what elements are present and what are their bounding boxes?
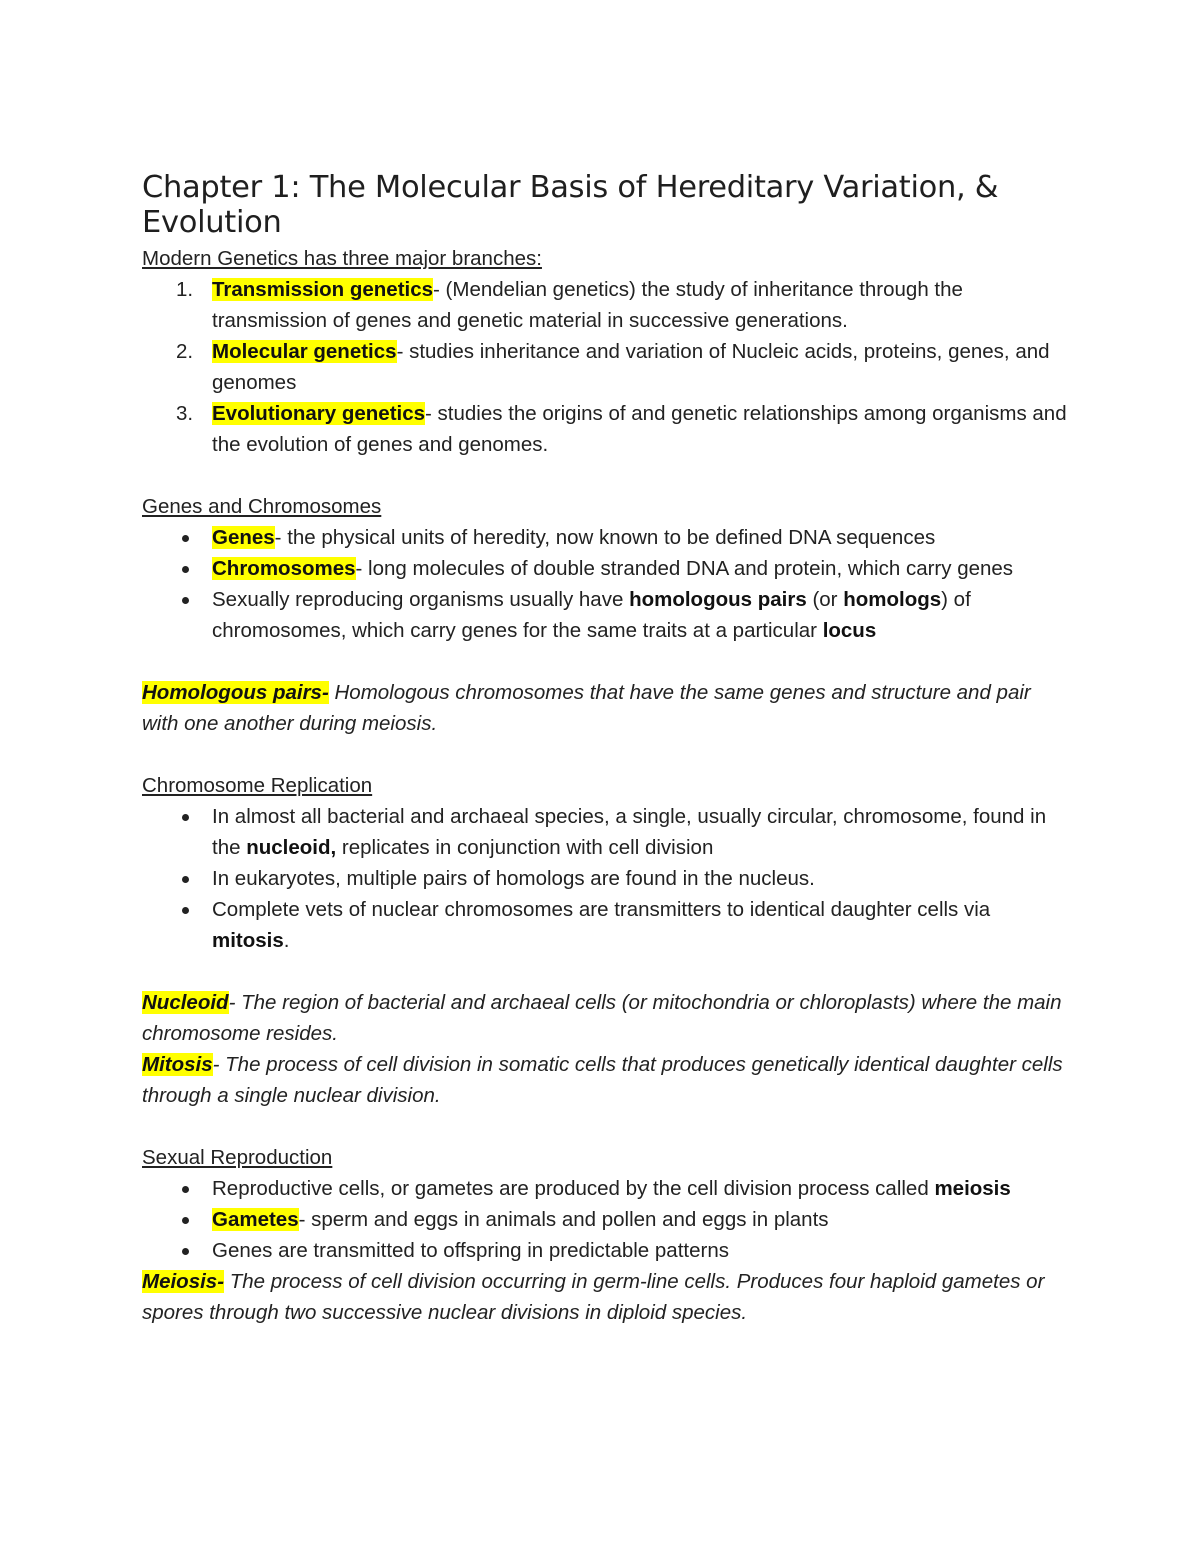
spacer [142, 739, 1072, 770]
definition-text: - The region of bacterial and archaeal cells (or mitochondria or chloroplasts) where the main chromosome resides. [142, 991, 1062, 1045]
item-text: - studies the origins of and genetic relationships among organisms and the evolution of genes and genomes. [212, 402, 1067, 456]
bold-meiosis: meiosis [934, 1177, 1011, 1200]
item-text: . [283, 929, 290, 952]
item-text: - (Mendelian genetics) the study of inheritance through the transmission of genes and genetic material in successive generations. [212, 278, 963, 332]
item-text: In almost all bacterial and archaeal species, a single, usually circular, chromosome, found in the [212, 805, 1047, 859]
item-text: Genes are transmitted to offspring in predictable patterns [212, 1239, 729, 1262]
definition-text: The process of cell division occurring in germ-line cells. Produces four haploid gametes or spores through two successive nuclear divisions in diploid species. [142, 1270, 1045, 1324]
term-mitosis: Mitosis [142, 1053, 213, 1076]
list-item-gametes [142, 1204, 1072, 1235]
bold-mitosis: mitosis [212, 929, 284, 952]
list-item-reproductive-cells [142, 1173, 1072, 1204]
term-homologous-pairs: Homologous pairs- [142, 681, 329, 704]
item-text: (or [806, 588, 844, 611]
bold-nucleoid: nucleoid, [246, 836, 337, 859]
definition-nucleoid [142, 987, 1072, 1049]
bullet-icon [182, 1248, 189, 1255]
list-item-chromosomes [142, 553, 1072, 584]
list-item-molecular-genetics [142, 336, 1072, 398]
term-nucleoid: Nucleoid [142, 991, 229, 1014]
definition-homologous-pairs [142, 677, 1072, 739]
item-text: In eukaryotes, multiple pairs of homologs are found in the nucleus. [212, 867, 815, 890]
item-text: Complete vets of nuclear chromosomes are transmitters to identical daughter cells via [212, 898, 991, 921]
document-page [142, 170, 1072, 1328]
document-body [142, 243, 1072, 1328]
list-item-genes [142, 522, 1072, 553]
definition-text: - The process of cell division in somatic cells that produces genetically identical daughter cells through a single nuclear division. [142, 1053, 1063, 1107]
bullet-icon [182, 597, 189, 604]
list-item-evolutionary-genetics [142, 398, 1072, 460]
spacer [142, 460, 1072, 491]
bullet-icon [182, 535, 189, 542]
bold-homologous-pairs: homologous pairs [629, 588, 807, 611]
replication-heading: Chromosome Replication [142, 774, 373, 797]
sexual-reproduction-list [142, 1173, 1072, 1266]
list-item-transmission-genetics [142, 274, 1072, 336]
replication-list [142, 801, 1072, 956]
item-text: Reproductive cells, or gametes are produced by the cell division process called [212, 1177, 935, 1200]
bullet-icon [182, 814, 189, 821]
chapter-title: Chapter 1: The Molecular Basis of Hereditary Variation, & Evolution [142, 170, 999, 240]
term-evolutionary-genetics: Evolutionary genetics [212, 402, 426, 425]
list-item-bacterial-chromosome [142, 801, 1072, 863]
list-item-genes-transmitted [142, 1235, 1072, 1266]
bullet-icon [182, 566, 189, 573]
bullet-icon [182, 907, 189, 914]
list-item-mitosis [142, 894, 1072, 956]
term-gametes: Gametes [212, 1208, 299, 1231]
item-text: replicates in conjunction with cell division [336, 836, 714, 859]
bold-homologs: homologs [843, 588, 942, 611]
list-item-homologous-pairs [142, 584, 1072, 646]
term-meiosis: Meiosis- [142, 1270, 225, 1293]
item-text: ) of chromosomes, which carry genes for the same traits at a particular [212, 588, 971, 642]
sexual-reproduction-heading: Sexual Reproduction [142, 1146, 333, 1169]
item-text: - studies inheritance and variation of Nucleic acids, proteins, genes, and genomes [212, 340, 1050, 394]
genes-chromosomes-list [142, 522, 1072, 646]
definition-mitosis [142, 1049, 1072, 1111]
item-text: - long molecules of double stranded DNA and protein, which carry genes [355, 557, 1014, 580]
bullet-icon [182, 1186, 189, 1193]
branches-heading: Modern Genetics has three major branches: [142, 247, 542, 270]
genes-chromosomes-heading: Genes and Chromosomes [142, 495, 382, 518]
term-molecular-genetics: Molecular genetics [212, 340, 397, 363]
definition-meiosis [142, 1266, 1072, 1328]
list-number: 3. [176, 402, 194, 425]
list-number: 2. [176, 340, 194, 363]
spacer [142, 956, 1072, 987]
item-text: - the physical units of heredity, now known to be defined DNA sequences [274, 526, 936, 549]
bullet-icon [182, 1217, 189, 1224]
term-genes: Genes [212, 526, 275, 549]
list-item-eukaryotes [142, 863, 1072, 894]
term-transmission-genetics: Transmission genetics [212, 278, 434, 301]
item-text: - sperm and eggs in animals and pollen and eggs in plants [298, 1208, 829, 1231]
definition-text: Homologous chromosomes that have the same genes and structure and pair with one another during meiosis. [142, 681, 1031, 735]
bullet-icon [182, 876, 189, 883]
item-text: Sexually reproducing organisms usually have [212, 588, 630, 611]
spacer [142, 1111, 1072, 1142]
branches-list [142, 274, 1072, 460]
term-chromosomes: Chromosomes [212, 557, 356, 580]
spacer [142, 646, 1072, 677]
list-number: 1. [176, 278, 194, 301]
bold-locus: locus [822, 619, 877, 642]
